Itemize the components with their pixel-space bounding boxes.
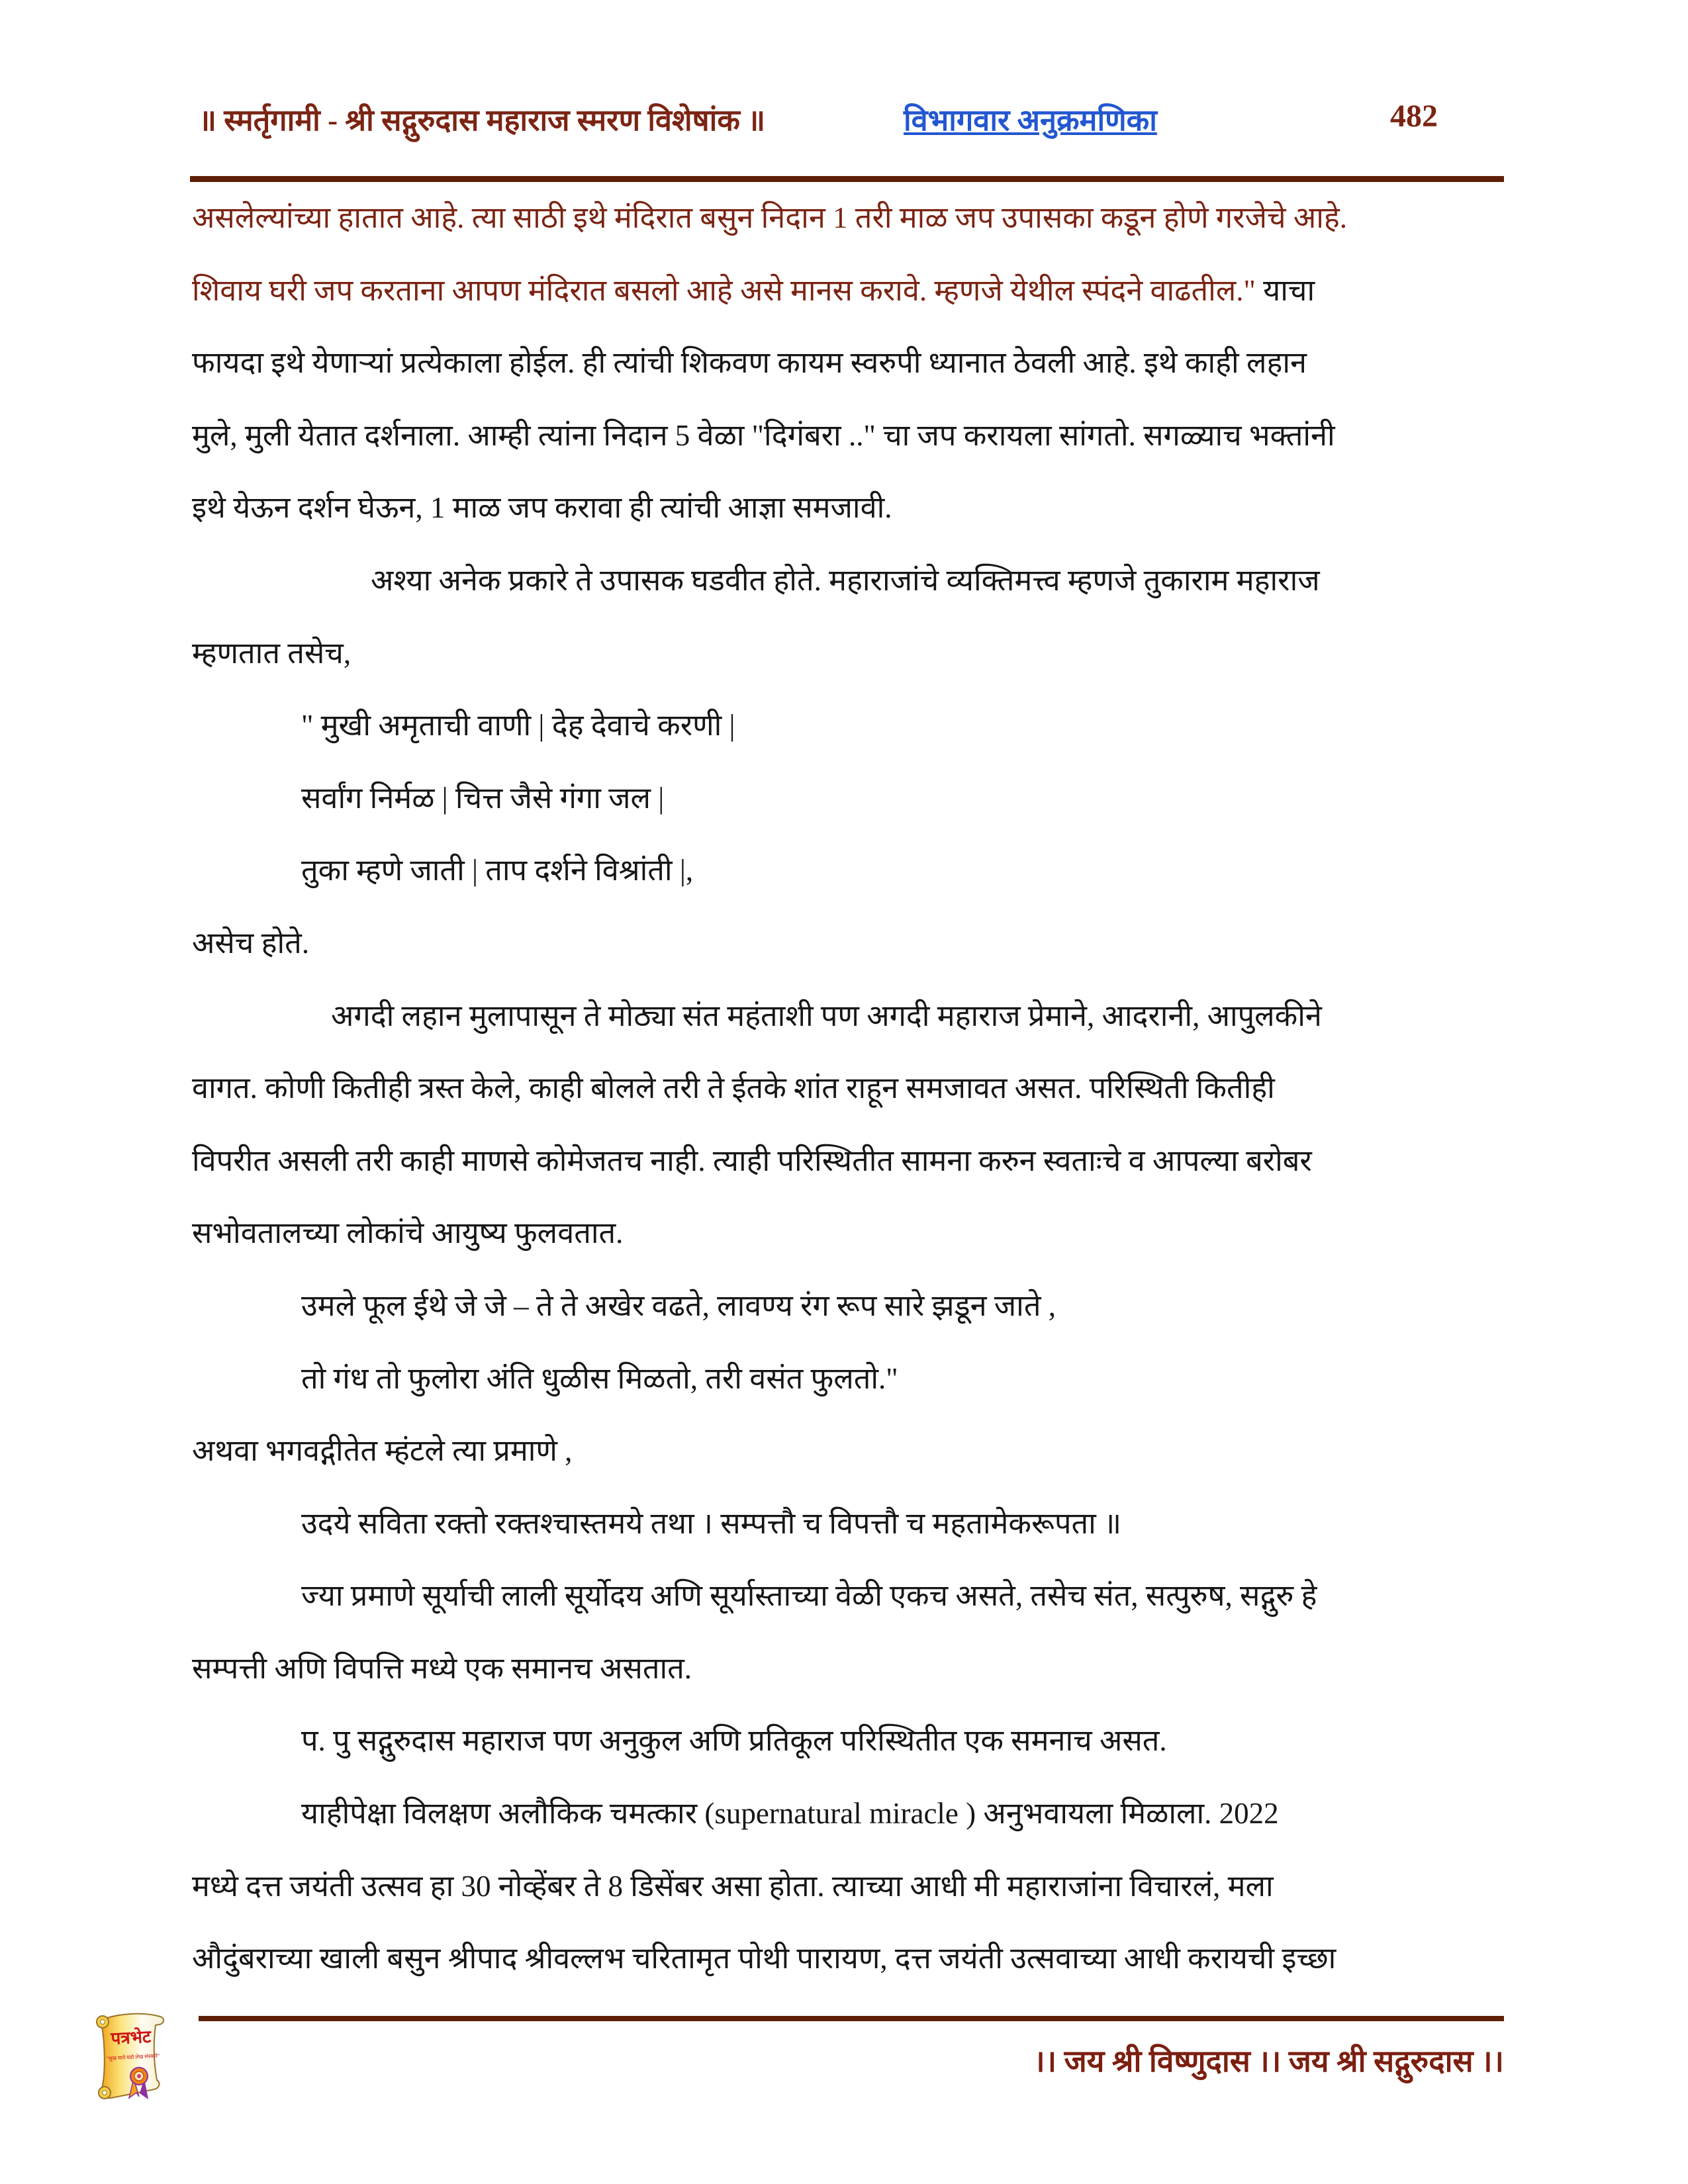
text-line [192, 706, 1506, 779]
page-title: ॥ स्मर्तृगामी - श्री सद्गुरुदास महाराज स्मरण विशेषांक ॥ [199, 104, 766, 137]
text-segment: औदुंबराच्या खाली बसुन श्रीपाद श्रीवल्लभ चरितामृत पोथी पारायण, दत्त जयंती उत्सवाच्या आधी करायची इच्छा [192, 1942, 1336, 1976]
text-segment: असेच होते. [192, 926, 310, 960]
text-line [192, 1142, 1506, 1214]
text-segment: असलेल्यांच्या हातात आहे. त्या साठी इथे मंदिरात बसुन निदान 1 तरी माळ जप उपासका कडून होणे गरजेचे आहे. [192, 201, 1348, 234]
text-line [192, 997, 1506, 1069]
text-line [192, 924, 1506, 997]
text-segment: वागत. कोणी कितीही त्रस्त केले, काही बोलले तरी ते ईतके शांत राहून समजावत असत. परिस्थिती कितीही [192, 1071, 1275, 1105]
text-line [192, 851, 1506, 924]
footer-divider [199, 2016, 1504, 2021]
patrabhet-logo [91, 2009, 174, 2111]
text-segment: सर्वांग निर्मळ | चित्त जैसे गंगा जल | [301, 781, 665, 815]
text-segment: उमले फूल ईथे जे जे – ते ते अखेर वढते, लावण्य रंग रूप सारे झडून जाते , [301, 1289, 1056, 1322]
text-line [192, 1069, 1506, 1142]
text-segment: तो गंध तो फुलोरा अंति धुळीस मिळतो, तरी वसंत फुलतो." [301, 1361, 898, 1395]
text-line [192, 1432, 1506, 1504]
page-number: 482 [1390, 99, 1438, 134]
body-text [192, 199, 1506, 2012]
text-line [192, 1504, 1506, 1577]
text-line [192, 1287, 1506, 1359]
text-line [192, 1576, 1506, 1649]
text-segment: फायदा इथे येणाऱ्यां प्रत्येकाला होईल. ही त्यांची शिकवण कायम स्वरुपी ध्यानात ठेवली आहे. इथे काही लहान [192, 346, 1307, 380]
text-segment: अगदी लहान मुलापासून ते मोठ्या संत महंताशी पण अगदी महाराज प्रेमाने, आदरानी, आपुलकीने [331, 999, 1322, 1032]
text-line [192, 1939, 1506, 2012]
text-segment: मध्ये दत्त जयंती उत्सव हा 30 नोव्हेंबर ते 8 डिसेंबर असा होता. त्याच्या आधी मी महाराजांना विचारलं, मला [192, 1869, 1274, 1903]
text-segment: विपरीत असली तरी काही माणसे कोमेजतच नाही. त्याही परिस्थितीत सामना करुन स्वताःचे व आपल्या बरोबर [192, 1144, 1312, 1177]
text-line [192, 199, 1506, 271]
text-segment: ज्या प्रमाणे सूर्याची लाली सूर्योदय अणि सूर्यास्ताच्या वेळी एकच असते, तसेच संत, सत्पुरुष, सद्गुरु हे [301, 1579, 1317, 1613]
text-segment: याचा [1263, 273, 1315, 307]
text-line [192, 1214, 1506, 1287]
text-line [192, 271, 1506, 344]
logo-title: पत्रभेट [110, 2026, 152, 2048]
toc-link[interactable]: विभागवार अनुक्रमणिका [904, 104, 1157, 137]
text-line [192, 1649, 1506, 1722]
text-segment: अश्या अनेक प्रकारे ते उपासक घडवीत होते. महाराजांचे व्यक्तिमत्त्व म्हणजे तुकाराम महाराज [371, 563, 1320, 597]
text-line [192, 416, 1506, 489]
text-line [192, 561, 1506, 634]
text-line [192, 343, 1506, 416]
text-line [192, 1359, 1506, 1432]
text-segment: अथवा भगवद्गीतेत म्हंटले त्या प्रमाणे , [192, 1434, 573, 1468]
header-divider [190, 176, 1504, 182]
text-line [192, 1721, 1506, 1794]
text-segment: याहीपेक्षा विलक्षण अलौकिक चमत्कार (supernatural miracle ) अनुभवायला मिळाला. 2022 [301, 1797, 1279, 1831]
text-segment: शिवाय घरी जप करताना आपण मंदिरात बसलो आहे असे मानस करावे. म्हणजे येथील स्पंदने वाढतील." [192, 273, 1264, 307]
text-segment: सभोवतालच्या लोकांचे आयुष्य फुलवतात. [192, 1216, 624, 1250]
footer-text: ।। जय श्री विष्णुदास ।। जय श्री सद्गुरुदास ।। [1033, 2044, 1504, 2078]
text-line [192, 779, 1506, 852]
text-segment: " मुखी अमृताची वाणी | देह देवाचे करणी | [301, 709, 735, 743]
scroll-icon [91, 2009, 174, 2111]
text-line [192, 634, 1506, 707]
text-line [192, 1794, 1506, 1867]
text-segment: तुका म्हणे जाती | ताप दर्शने विश्रांती |, [301, 854, 694, 887]
text-segment: उदये सविता रक्तो रक्तश्चास्तमये तथा । सम्पत्तौ च विपत्तौ च महतामेकरूपता ॥ [301, 1506, 1122, 1540]
text-segment: प. पु सद्गुरुदास महाराज पण अनुकुल अणि प्रतिकूल परिस्थितीत एक समनाच असत. [301, 1724, 1167, 1758]
text-segment: मुले, मुली येतात दर्शनाला. आम्ही त्यांना निदान 5 वेळा "दिगंबरा .." चा जप करायला सांगतो. सगळ्याच भक्तांनी [192, 418, 1335, 452]
text-line [192, 488, 1506, 561]
logo-tagline: "सुख यावे घडो लेख संस्कारे" [106, 2052, 160, 2062]
text-line [192, 1867, 1506, 1940]
text-segment: म्हणतात तसेच, [192, 636, 352, 670]
text-segment: सम्पत्ती अणि विपत्ति मध्ये एक समानच असतात. [192, 1651, 692, 1685]
text-segment: इथे येऊन दर्शन घेऊन, 1 माळ जप करावा ही त्यांची आज्ञा समजावी. [192, 491, 892, 525]
